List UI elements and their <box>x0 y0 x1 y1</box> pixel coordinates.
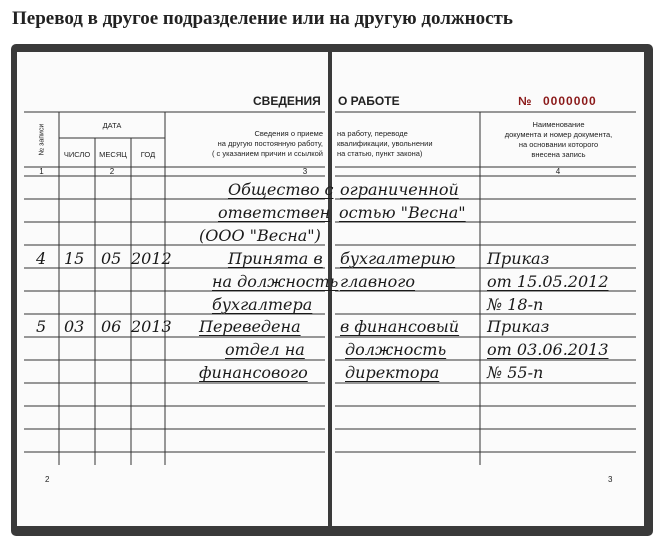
handwritten-entry5-line3-left: финансового <box>199 363 308 382</box>
handwritten-day-4: 15 <box>64 249 85 268</box>
column-number-1: 1 <box>39 167 44 176</box>
handwritten-entry5-line2-right: должность <box>345 340 447 359</box>
handwritten-org-line3: (ООО "Весна") <box>199 226 321 245</box>
handwritten-entry4-line1-right: бухгалтерию <box>340 249 456 268</box>
handwritten-entry4-line2-right: главного <box>340 272 416 291</box>
column-header-document: Наименование документа и номер документа, на основании которого внесена запись <box>504 120 613 159</box>
handwritten-entry5-line3-right: директора <box>345 363 440 382</box>
handwritten-entry4-doc-line1: Приказ <box>487 249 550 268</box>
handwritten-org-line1-right: ограниченной <box>340 180 459 199</box>
handwritten-day-5: 03 <box>64 317 85 336</box>
handwritten-entry5-line1-right: в финансовый <box>340 317 460 336</box>
handwritten-entry4-doc-line3: № 18-п <box>487 295 544 314</box>
handwritten-entry4-line3: бухгалтера <box>212 295 313 314</box>
book-number-label: № <box>518 94 532 108</box>
page-title: Перевод в другое подразделение или на другую должность <box>12 8 513 29</box>
column-number-3: 3 <box>302 167 308 176</box>
handwritten-year-4: 2012 <box>131 249 172 268</box>
column-header-date: ДАТА <box>102 121 122 130</box>
column-number-2: 2 <box>109 167 115 176</box>
page-number-left: 2 <box>45 475 50 484</box>
handwritten-entry4-line2-left: на должность <box>212 272 339 291</box>
handwritten-entry5-doc-line3: № 55-п <box>487 363 544 382</box>
handwritten-org-line2-left: ответствен <box>218 203 331 222</box>
column-header-record-no: № записи <box>38 123 46 156</box>
column-header-info-left: Сведения о приеме на другую постоянную работу, ( с указанием причин и ссылкой <box>211 129 323 158</box>
section-heading-left: СВЕДЕНИЯ <box>253 94 321 108</box>
handwritten-record-no-5: 5 <box>36 317 47 336</box>
column-header-info-right: на работу, переводе квалификации, увольнении на статью, пункт закона) <box>337 129 433 158</box>
handwritten-entry5-line2-left: отдел на <box>225 340 305 359</box>
handwritten-entry5-line1-left: Переведена <box>199 317 301 336</box>
book-number-value: 0000000 <box>543 94 597 108</box>
handwritten-entry5-doc-line1: Приказ <box>487 317 550 336</box>
column-header-day: ЧИСЛО <box>63 150 91 159</box>
section-heading-right: О РАБОТЕ <box>338 94 400 108</box>
column-header-year: ГОД <box>140 150 156 159</box>
page-number-right: 3 <box>608 475 613 484</box>
handwritten-org-line1-left: Общество с <box>228 180 334 199</box>
column-header-month: МЕСЯЦ <box>99 150 127 159</box>
handwritten-org-line2-right: остью "Весна" <box>339 203 466 222</box>
handwritten-record-no-4: 4 <box>36 249 47 268</box>
handwritten-entry5-doc-line2: от 03.06.2013 <box>487 340 609 359</box>
handwritten-entry4-doc-line2: от 15.05.2012 <box>487 272 609 291</box>
handwritten-month-5: 06 <box>101 317 122 336</box>
handwritten-year-5: 2013 <box>131 317 172 336</box>
handwritten-entry4-line1-left: Принята в <box>228 249 323 268</box>
handwritten-month-4: 05 <box>101 249 122 268</box>
column-number-4: 4 <box>555 167 561 176</box>
